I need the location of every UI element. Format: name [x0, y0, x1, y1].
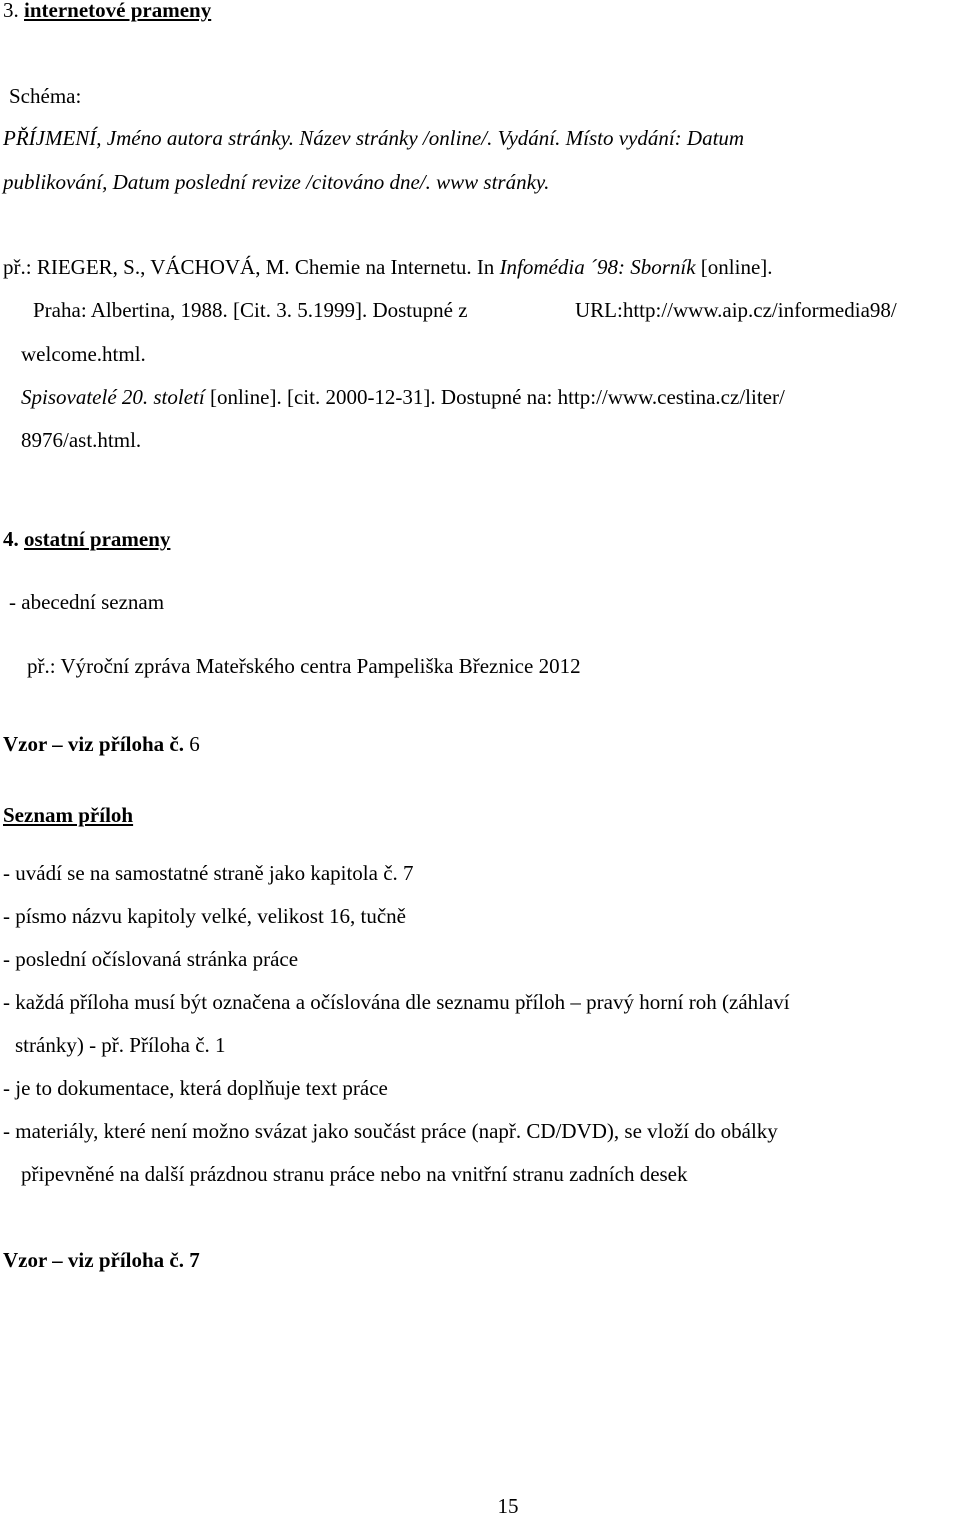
appendix-title: Seznam příloh [3, 803, 134, 827]
appendix-item-6-cont: připevněné na další prázdnou stranu práce nebo na vnitřní stranu zadních desek [21, 1162, 688, 1186]
example-1-line-2: Praha: Albertina, 1988. [Cit. 3. 5.1999]. Dostupné z [33, 298, 468, 322]
example-2-suffix: [online]. [cit. 2000-12-31]. Dostupné na: http://www.cestina.cz/liter/ [204, 385, 785, 409]
schema-line-1: PŘÍJMENÍ, Jméno autora stránky. Název stránky /online/. Vydání. Místo vydání: Datum [3, 126, 745, 150]
example-2-italic: Spisovatelé 20. století [21, 385, 205, 409]
schema-line-2: publikování, Datum poslední revize /citováno dne/. www stránky. [3, 170, 550, 194]
example-1-suffix: [online]. [695, 255, 773, 279]
example-1-prefix: př.: RIEGER, S., VÁCHOVÁ, M. Chemie na Internetu. In [3, 255, 500, 279]
vzor-1-bold: Vzor – viz příloha č. [3, 732, 185, 756]
appendix-item-3: - poslední očíslovaná stránka práce [3, 947, 299, 971]
example-2-line-1 [21, 385, 785, 410]
section-3-heading [3, 0, 211, 23]
example-2-line-2: 8976/ast.html. [21, 428, 142, 452]
appendix-item-5: - je to dokumentace, která doplňuje text práce [3, 1076, 388, 1100]
vzor-2: Vzor – viz příloha č. 7 [3, 1248, 200, 1272]
schema-label: Schéma: [9, 84, 82, 108]
appendix-item-4-cont: stránky) - př. Příloha č. 1 [15, 1033, 226, 1057]
section-4-title: ostatní prameny [24, 527, 171, 551]
section-4-heading [3, 527, 170, 552]
example-1-url[interactable]: URL:http://www.aip.cz/informedia98/ [575, 298, 897, 322]
section-4-number: 4. [3, 527, 19, 551]
appendix-item-4: - každá příloha musí být označena a očíslována dle seznamu příloh – pravý horní roh (záhlaví [3, 990, 790, 1014]
section-3-title: internetové prameny [24, 0, 212, 22]
example-1-italic: Infomédia ´98: Sborník [499, 255, 696, 279]
vzor-1 [3, 732, 200, 757]
example-1-line-1 [3, 255, 773, 280]
section-4-item-1: - abecední seznam [9, 590, 165, 614]
example-1-line-3: welcome.html. [21, 342, 146, 366]
appendix-item-6: - materiály, které není možno svázat jako součást práce (např. CD/DVD), se vloží do obálky [3, 1119, 778, 1143]
vzor-1-number: 6 [184, 732, 200, 756]
section-3-number: 3. [3, 0, 19, 22]
page-number: 15 [497, 1494, 519, 1518]
appendix-item-1: - uvádí se na samostatné straně jako kapitola č. 7 [3, 861, 414, 885]
appendix-item-2: - písmo názvu kapitoly velké, velikost 16, tučně [3, 904, 406, 928]
section-4-example: př.: Výroční zpráva Mateřského centra Pampeliška Březnice 2012 [27, 654, 581, 678]
